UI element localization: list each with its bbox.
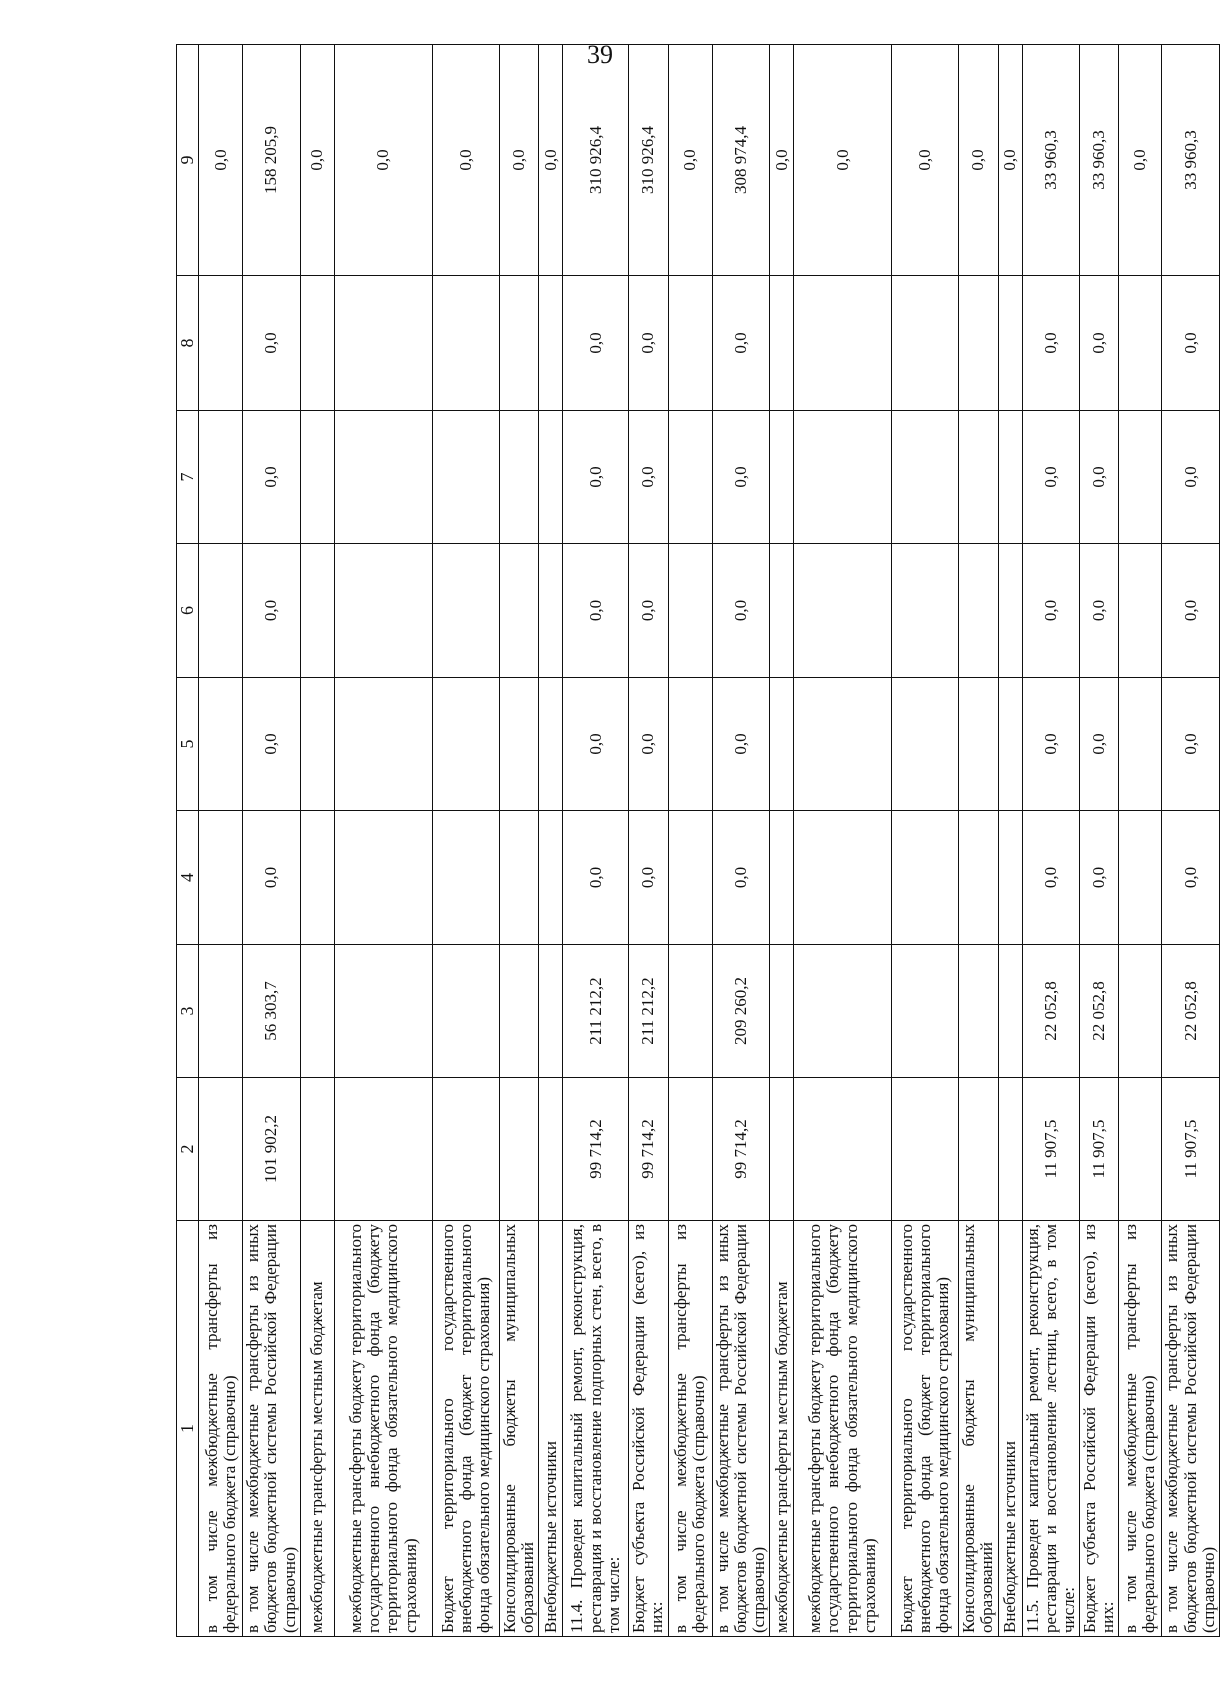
- row-label: в том числе межбюджетные трансферты из федерального бюджета (справочно): [199, 1221, 243, 1637]
- value-cell: [432, 276, 499, 411]
- value-cell: 0,0: [1022, 411, 1080, 544]
- value-cell: [539, 411, 563, 544]
- value-cell: 0,0: [563, 276, 629, 411]
- table-row: [1022, 45, 1080, 1637]
- value-cell: [959, 411, 998, 544]
- row-label: межбюджетные трансферты бюджету территориального государственного внебюджетного фонда (бюджету территориального фонда обязательного медицинского страхования): [334, 1221, 432, 1637]
- value-cell: 0,0: [629, 678, 668, 811]
- table-row: [998, 45, 1022, 1637]
- row-label: 11.4. Проведен капитальный ремонт, реконструкция, реставрация и восстановление подпорных стен, всего, в том числе:: [563, 1221, 629, 1637]
- value-cell: [794, 811, 892, 945]
- value-cell: [1119, 411, 1162, 544]
- value-cell: [499, 276, 538, 411]
- value-cell: 209 260,2: [712, 945, 770, 1078]
- value-cell: [998, 811, 1022, 945]
- value-cell: 0,0: [243, 276, 301, 411]
- table-row: [499, 45, 538, 1637]
- value-cell: [300, 945, 334, 1078]
- value-cell: [998, 544, 1022, 678]
- value-cell: [794, 411, 892, 544]
- value-cell: [334, 945, 432, 1078]
- value-cell: 56 303,7: [243, 945, 301, 1078]
- column-header: 9: [177, 45, 199, 276]
- value-cell: [1119, 276, 1162, 411]
- value-cell: [668, 945, 712, 1078]
- value-cell: 0,0: [794, 45, 892, 276]
- value-cell: [199, 678, 243, 811]
- row-label: Бюджет территориального государственного внебюджетного фонда (бюджет территориального фонда обязательного медицинского страхования): [892, 1221, 959, 1637]
- column-header: 3: [177, 945, 199, 1078]
- value-cell: 0,0: [1022, 544, 1080, 678]
- value-cell: [300, 276, 334, 411]
- value-cell: 0,0: [668, 45, 712, 276]
- value-cell: [668, 811, 712, 945]
- value-cell: [770, 544, 794, 678]
- row-label: в том числе межбюджетные трансферты из иных бюджетов бюджетной системы Российской Федерации (справочно): [1162, 1221, 1220, 1637]
- value-cell: 0,0: [499, 45, 538, 276]
- value-cell: [300, 678, 334, 811]
- value-cell: 0,0: [563, 678, 629, 811]
- value-cell: 0,0: [1162, 276, 1220, 411]
- value-cell: [432, 411, 499, 544]
- value-cell: [539, 811, 563, 945]
- value-cell: 0,0: [1080, 811, 1119, 945]
- value-cell: [794, 678, 892, 811]
- value-cell: [892, 945, 959, 1078]
- table-header-row: [177, 45, 199, 1637]
- table-row: [539, 45, 563, 1637]
- table-row: [1119, 45, 1162, 1637]
- value-cell: [539, 1078, 563, 1221]
- value-cell: [199, 945, 243, 1078]
- value-cell: 0,0: [563, 544, 629, 678]
- value-cell: [770, 945, 794, 1078]
- value-cell: 0,0: [712, 276, 770, 411]
- value-cell: [300, 411, 334, 544]
- table-row: [300, 45, 334, 1637]
- row-label: межбюджетные трансферты местным бюджетам: [770, 1221, 794, 1637]
- value-cell: 0,0: [712, 411, 770, 544]
- value-cell: 211 212,2: [629, 945, 668, 1078]
- value-cell: 0,0: [1022, 678, 1080, 811]
- table-row: [959, 45, 998, 1637]
- value-cell: 0,0: [1162, 811, 1220, 945]
- value-cell: [770, 411, 794, 544]
- table-row: [1162, 45, 1220, 1637]
- value-cell: [334, 678, 432, 811]
- value-cell: [432, 678, 499, 811]
- value-cell: [334, 411, 432, 544]
- column-header: 1: [177, 1221, 199, 1637]
- value-cell: 0,0: [712, 678, 770, 811]
- value-cell: [1119, 1078, 1162, 1221]
- value-cell: 0,0: [998, 45, 1022, 276]
- row-label: Бюджет территориального государственного внебюджетного фонда (бюджет территориального фонда обязательного медицинского страхования): [432, 1221, 499, 1637]
- value-cell: [539, 678, 563, 811]
- value-cell: 0,0: [1080, 276, 1119, 411]
- value-cell: [432, 544, 499, 678]
- value-cell: 0,0: [629, 411, 668, 544]
- value-cell: 211 212,2: [563, 945, 629, 1078]
- column-header: 6: [177, 544, 199, 678]
- value-cell: [998, 678, 1022, 811]
- value-cell: 0,0: [629, 544, 668, 678]
- value-cell: [998, 411, 1022, 544]
- value-cell: [959, 945, 998, 1078]
- value-cell: 11 907,5: [1022, 1078, 1080, 1221]
- value-cell: [794, 276, 892, 411]
- value-cell: 0,0: [1119, 45, 1162, 276]
- value-cell: 0,0: [300, 45, 334, 276]
- value-cell: [959, 678, 998, 811]
- value-cell: [668, 678, 712, 811]
- value-cell: [1119, 544, 1162, 678]
- value-cell: [668, 1078, 712, 1221]
- table-row: [563, 45, 629, 1637]
- row-label: в том числе межбюджетные трансферты из иных бюджетов бюджетной системы Российской Федерации (справочно): [243, 1221, 301, 1637]
- value-cell: [1119, 678, 1162, 811]
- value-cell: [794, 544, 892, 678]
- value-cell: 0,0: [539, 45, 563, 276]
- value-cell: 101 902,2: [243, 1078, 301, 1221]
- value-cell: 0,0: [1080, 411, 1119, 544]
- row-label: в том числе межбюджетные трансферты из федерального бюджета (справочно): [668, 1221, 712, 1637]
- value-cell: [499, 811, 538, 945]
- value-cell: 33 960,3: [1022, 45, 1080, 276]
- table-body: [177, 45, 1220, 1637]
- value-cell: [892, 411, 959, 544]
- value-cell: [892, 811, 959, 945]
- value-cell: 0,0: [563, 411, 629, 544]
- value-cell: [892, 678, 959, 811]
- value-cell: 0,0: [959, 45, 998, 276]
- value-cell: [794, 945, 892, 1078]
- value-cell: 22 052,8: [1022, 945, 1080, 1078]
- value-cell: [499, 411, 538, 544]
- row-label: в том числе межбюджетные трансферты из иных бюджетов бюджетной системы Российской Федерации (справочно): [712, 1221, 770, 1637]
- value-cell: [1119, 945, 1162, 1078]
- value-cell: [334, 1078, 432, 1221]
- value-cell: 0,0: [1162, 678, 1220, 811]
- value-cell: 310 926,4: [629, 45, 668, 276]
- value-cell: [199, 1078, 243, 1221]
- row-label: Бюджет субъекта Российской Федерации (всего), из них:: [629, 1221, 668, 1637]
- value-cell: [199, 544, 243, 678]
- column-header: 7: [177, 411, 199, 544]
- value-cell: [998, 1078, 1022, 1221]
- rotated-table-container: [176, 45, 1218, 1637]
- value-cell: [499, 1078, 538, 1221]
- row-label: Консолидированные бюджеты муниципальных образований: [499, 1221, 538, 1637]
- value-cell: 0,0: [334, 45, 432, 276]
- row-label: 11.5. Проведен капитальный ремонт, реконструкция, реставрация и восстановление лестниц, всего, в том числе:: [1022, 1221, 1080, 1637]
- value-cell: 0,0: [432, 45, 499, 276]
- table-row: [712, 45, 770, 1637]
- value-cell: 0,0: [243, 544, 301, 678]
- value-cell: [499, 678, 538, 811]
- column-header: 5: [177, 678, 199, 811]
- row-label: межбюджетные трансферты бюджету территориального государственного внебюджетного фонда (бюджету территориального фонда обязательного медицинского страхования): [794, 1221, 892, 1637]
- value-cell: [998, 276, 1022, 411]
- value-cell: [892, 276, 959, 411]
- value-cell: [300, 1078, 334, 1221]
- value-cell: [892, 544, 959, 678]
- table-row: [199, 45, 243, 1637]
- value-cell: 0,0: [1162, 411, 1220, 544]
- value-cell: 0,0: [1022, 811, 1080, 945]
- value-cell: 0,0: [1022, 276, 1080, 411]
- value-cell: [199, 411, 243, 544]
- value-cell: [499, 945, 538, 1078]
- value-cell: 0,0: [563, 811, 629, 945]
- value-cell: 310 926,4: [563, 45, 629, 276]
- row-label: межбюджетные трансферты местным бюджетам: [300, 1221, 334, 1637]
- value-cell: 0,0: [892, 45, 959, 276]
- value-cell: [432, 811, 499, 945]
- value-cell: 22 052,8: [1080, 945, 1119, 1078]
- budget-table: [176, 44, 1220, 1637]
- value-cell: 0,0: [199, 45, 243, 276]
- column-header: 2: [177, 1078, 199, 1221]
- value-cell: [1119, 811, 1162, 945]
- value-cell: 308 974,4: [712, 45, 770, 276]
- row-label: в том числе межбюджетные трансферты из федерального бюджета (справочно): [1119, 1221, 1162, 1637]
- value-cell: [300, 544, 334, 678]
- value-cell: [770, 811, 794, 945]
- value-cell: [668, 544, 712, 678]
- row-label: Внебюджетные источники: [998, 1221, 1022, 1637]
- value-cell: 99 714,2: [712, 1078, 770, 1221]
- value-cell: [432, 945, 499, 1078]
- value-cell: [959, 1078, 998, 1221]
- value-cell: 33 960,3: [1080, 45, 1119, 276]
- value-cell: [539, 544, 563, 678]
- table-row: [794, 45, 892, 1637]
- value-cell: [199, 811, 243, 945]
- value-cell: [334, 276, 432, 411]
- value-cell: [432, 1078, 499, 1221]
- value-cell: [668, 276, 712, 411]
- table-row: [432, 45, 499, 1637]
- value-cell: [539, 945, 563, 1078]
- table-row: [334, 45, 432, 1637]
- table-row: [629, 45, 668, 1637]
- value-cell: 99 714,2: [563, 1078, 629, 1221]
- value-cell: [770, 276, 794, 411]
- value-cell: 0,0: [1080, 678, 1119, 811]
- value-cell: 11 907,5: [1080, 1078, 1119, 1221]
- value-cell: 0,0: [243, 811, 301, 945]
- value-cell: 0,0: [1080, 544, 1119, 678]
- value-cell: 0,0: [1162, 544, 1220, 678]
- table-row: [770, 45, 794, 1637]
- value-cell: 158 205,9: [243, 45, 301, 276]
- value-cell: [959, 276, 998, 411]
- table-row: [1080, 45, 1119, 1637]
- value-cell: [300, 811, 334, 945]
- value-cell: [334, 811, 432, 945]
- value-cell: [668, 411, 712, 544]
- value-cell: [998, 945, 1022, 1078]
- value-cell: [770, 678, 794, 811]
- value-cell: 22 052,8: [1162, 945, 1220, 1078]
- value-cell: 0,0: [629, 276, 668, 411]
- value-cell: 0,0: [243, 411, 301, 544]
- row-label: Консолидированные бюджеты муниципальных образований: [959, 1221, 998, 1637]
- value-cell: 0,0: [712, 544, 770, 678]
- value-cell: 0,0: [243, 678, 301, 811]
- value-cell: 33 960,3: [1162, 45, 1220, 276]
- column-header: 4: [177, 811, 199, 945]
- table-row: [892, 45, 959, 1637]
- value-cell: [770, 1078, 794, 1221]
- table-row: [668, 45, 712, 1637]
- value-cell: [794, 1078, 892, 1221]
- table-row: [243, 45, 301, 1637]
- value-cell: [892, 1078, 959, 1221]
- value-cell: [334, 544, 432, 678]
- value-cell: [539, 276, 563, 411]
- value-cell: [959, 544, 998, 678]
- value-cell: 99 714,2: [629, 1078, 668, 1221]
- value-cell: 11 907,5: [1162, 1078, 1220, 1221]
- column-header: 8: [177, 276, 199, 411]
- value-cell: [499, 544, 538, 678]
- row-label: Бюджет субъекта Российской Федерации (всего), из них:: [1080, 1221, 1119, 1637]
- value-cell: 0,0: [629, 811, 668, 945]
- value-cell: 0,0: [712, 811, 770, 945]
- value-cell: [959, 811, 998, 945]
- value-cell: [199, 276, 243, 411]
- page-number: 39: [587, 40, 613, 69]
- row-label: Внебюджетные источники: [539, 1221, 563, 1637]
- value-cell: 0,0: [770, 45, 794, 276]
